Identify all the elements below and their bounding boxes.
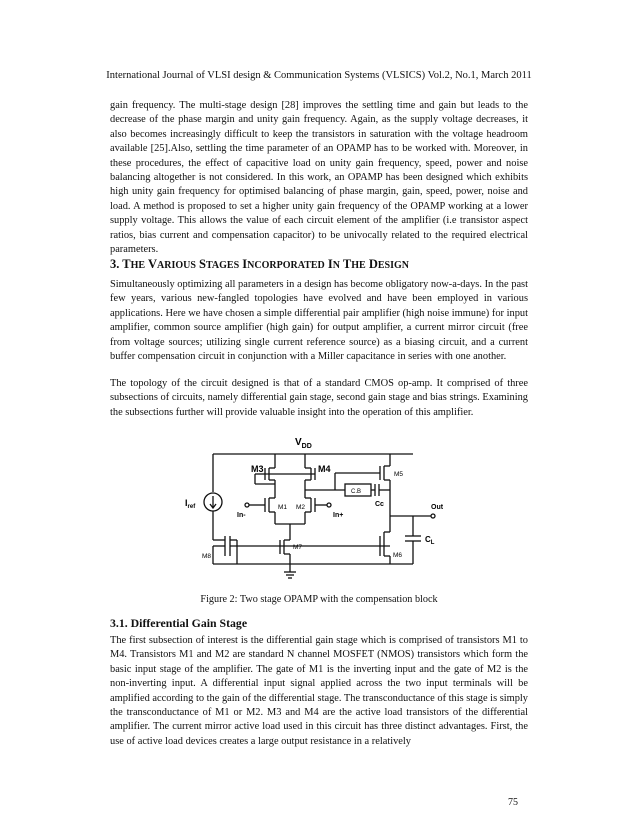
in-minus-label: In- — [237, 512, 246, 519]
page-number: 75 — [508, 797, 518, 808]
out-label: Out — [431, 504, 444, 511]
m4-label: M4 — [318, 464, 331, 474]
m2-label: M2 — [296, 504, 306, 511]
in-plus-label: In+ — [333, 512, 344, 519]
cl-label: $C_L$ — [425, 535, 435, 546]
m5-label: M5 — [394, 471, 404, 478]
opamp-schematic — [185, 432, 465, 587]
heading-word: IN — [327, 257, 340, 271]
heading-word: STAGES — [199, 257, 240, 271]
heading-word: VARIOUS — [147, 257, 196, 271]
section-number: 3. — [110, 257, 120, 271]
running-header: International Journal of VLSI design & Communication Systems (VLSICS) Vol.2, No.1, March 2011 — [106, 70, 532, 81]
cb-label: C.B — [351, 489, 362, 495]
iref-label: $I_{ref}$ — [185, 498, 196, 510]
m3-label: M3 — [251, 464, 264, 474]
heading-word: THE — [342, 257, 366, 271]
section-3-heading — [110, 257, 409, 272]
figure-caption: Figure 2: Two stage OPAMP with the compensation block — [200, 594, 438, 605]
cc-label: Cc — [375, 501, 384, 508]
m6-label: M6 — [393, 552, 403, 559]
paragraph-topology: The topology of the circuit designed is that of a standard CMOS op-amp. It comprised of three subsections of circuits, namely differential gain stage, second gain stage and bias strings. Examining the subsections further will provide valuable insight into the operation of this amplifier. — [110, 378, 528, 418]
section-3-1-heading: 3.1. Differential Gain Stage — [110, 616, 248, 630]
heading-word: INCORPORATED — [242, 257, 325, 271]
m8-label: M8 — [202, 553, 212, 560]
paragraph-design-choice: Simultaneously optimizing all parameters in a design has become obligatory now-a-days. In the past few years, various new-fangled topologies have evolved and have been employed in various applications. Here we have chosen a simple differential pair amplifier (high noise immune) for input amplifier, common source amplifier (high gain) for output amplifier, a current mirror circuit (free from voltage sources; utilizing single current reference source) as a biasing circuit, and a current buffer compensation circuit in conjunction with a Miller capacitance in series with one another. — [110, 279, 528, 363]
heading-word: DESIGN — [368, 257, 409, 271]
paragraph-intro: gain frequency. The multi-stage design [28] improves the settling time and gain but leads to the decrease of the phase margin and unity gain frequency. Again, as the supply voltage decreases, it also becomes increasingly difficult to keep the transistors in saturation with the voltage headroom available [25].Also, settling the time parameter of an OPAMP has to be worked with. Moreover, in these procedures, the effect of capacitive load on unity gain frequency, speed, power and noise balancing altogether is not considered. In this work, an OPAMP has been designed which exhibits high unity gain frequency for optimised balancing of phase margin, gain, speed, power, noise and load. A method is proposed to set a higher unity gain frequency of the OPAMP working at a lower supply voltage. This allows the value of each circuit element of the amplifier (i.e transistor aspect ratios, bias current and compensation capacitor) to be univocally related to the required electrical parameters. — [110, 100, 528, 256]
heading-word: THE — [122, 257, 146, 271]
paragraph-differential-stage: The first subsection of interest is the differential gain stage which is comprised of transistors M1 to M4. Transistors M1 and M2 are standard N channel MOSFET (NMOS) transistors which form the basic input stage of the amplifier. The gate of M1 is the inverting input and the gate of M2 is the non-inverting input. A differential input signal applied across the two input terminals will be amplified according to the gain of the differential stage. The transconductance of this stage is simply the transconductance of M1 or M2. M3 and M4 are the active load transistors of the differential amplifier. The current mirror active load used in this circuit has three distinct advantages. First, the use of active load devices creates a large output resistance in a relatively — [110, 635, 528, 747]
m7-label: M7 — [293, 544, 303, 551]
vdd-label: $V_{DD}$ — [295, 437, 312, 450]
m1-label: M1 — [278, 504, 288, 511]
